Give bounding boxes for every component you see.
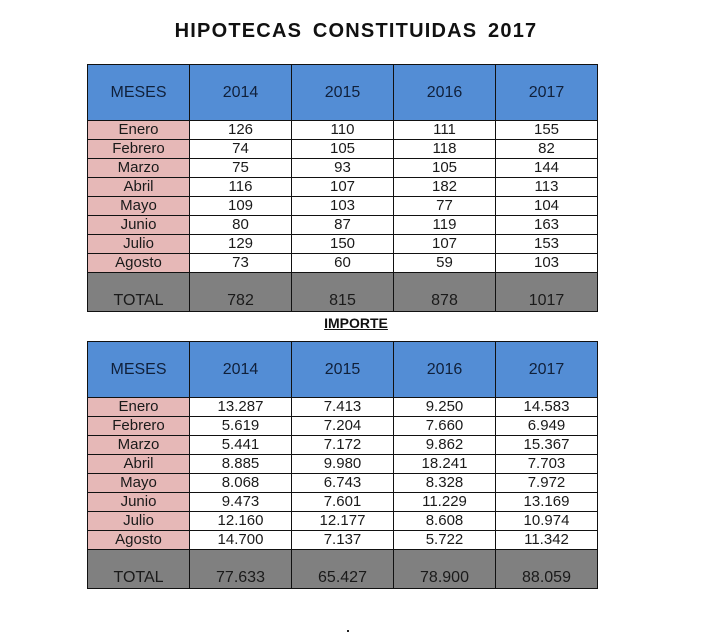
value-cell: 7.204	[292, 417, 394, 436]
month-cell: Mayo	[88, 197, 190, 216]
value-cell: 155	[496, 121, 598, 140]
value-cell: 116	[190, 178, 292, 197]
table-row	[88, 216, 598, 235]
value-cell: 113	[496, 178, 598, 197]
header-cell-meses: MESES	[88, 342, 190, 398]
value-cell: 14.583	[496, 398, 598, 417]
value-cell: 82	[496, 140, 598, 159]
month-cell: Enero	[88, 398, 190, 417]
header-cell-2014: 2014	[190, 65, 292, 121]
total-row	[88, 550, 598, 589]
header-cell-2017: 2017	[496, 342, 598, 398]
month-cell: Abril	[88, 455, 190, 474]
value-cell: 5.441	[190, 436, 292, 455]
header-row	[88, 342, 598, 398]
table-row	[88, 254, 598, 273]
mortgages-amount-table	[87, 341, 598, 589]
section-subtitle-importe: IMPORTE	[324, 315, 388, 331]
value-cell: 73	[190, 254, 292, 273]
header-cell-2014: 2014	[190, 342, 292, 398]
total-value: 78.900	[394, 550, 496, 589]
header-cell-meses: MESES	[88, 65, 190, 121]
table-row	[88, 197, 598, 216]
table-row	[88, 493, 598, 512]
month-cell: Junio	[88, 493, 190, 512]
value-cell: 87	[292, 216, 394, 235]
value-cell: 7.137	[292, 531, 394, 550]
value-cell: 11.342	[496, 531, 598, 550]
table-row	[88, 436, 598, 455]
value-cell: 118	[394, 140, 496, 159]
total-value: 88.059	[496, 550, 598, 589]
value-cell: 80	[190, 216, 292, 235]
value-cell: 6.949	[496, 417, 598, 436]
value-cell: 9.980	[292, 455, 394, 474]
value-cell: 77	[394, 197, 496, 216]
month-cell: Junio	[88, 216, 190, 235]
header-cell-2017: 2017	[496, 65, 598, 121]
value-cell: 75	[190, 159, 292, 178]
month-cell: Marzo	[88, 436, 190, 455]
total-label: TOTAL	[88, 550, 190, 589]
value-cell: 7.172	[292, 436, 394, 455]
value-cell: 119	[394, 216, 496, 235]
value-cell: 153	[496, 235, 598, 254]
value-cell: 109	[190, 197, 292, 216]
mortgages-count-table	[87, 64, 598, 312]
value-cell: 15.367	[496, 436, 598, 455]
value-cell: 93	[292, 159, 394, 178]
value-cell: 103	[496, 254, 598, 273]
month-cell: Julio	[88, 512, 190, 531]
table-row	[88, 121, 598, 140]
value-cell: 105	[292, 140, 394, 159]
table-row	[88, 474, 598, 493]
value-cell: 144	[496, 159, 598, 178]
value-cell: 111	[394, 121, 496, 140]
month-cell: Agosto	[88, 531, 190, 550]
total-value: 815	[292, 273, 394, 312]
value-cell: 8.068	[190, 474, 292, 493]
value-cell: 13.169	[496, 493, 598, 512]
month-cell: Enero	[88, 121, 190, 140]
value-cell: 9.473	[190, 493, 292, 512]
value-cell: 104	[496, 197, 598, 216]
total-value: 65.427	[292, 550, 394, 589]
header-cell-2016: 2016	[394, 342, 496, 398]
header-row	[88, 65, 598, 121]
total-label: TOTAL	[88, 273, 190, 312]
value-cell: 7.660	[394, 417, 496, 436]
table-row	[88, 159, 598, 178]
table-row	[88, 398, 598, 417]
value-cell: 107	[394, 235, 496, 254]
value-cell: 107	[292, 178, 394, 197]
stray-dot	[347, 630, 349, 632]
table-row	[88, 531, 598, 550]
value-cell: 74	[190, 140, 292, 159]
value-cell: 12.177	[292, 512, 394, 531]
value-cell: 8.885	[190, 455, 292, 474]
page-title: HIPOTECAS CONSTITUIDAS 2017	[174, 20, 538, 42]
value-cell: 103	[292, 197, 394, 216]
value-cell: 8.328	[394, 474, 496, 493]
total-value: 77.633	[190, 550, 292, 589]
value-cell: 6.743	[292, 474, 394, 493]
value-cell: 14.700	[190, 531, 292, 550]
table-row	[88, 140, 598, 159]
value-cell: 13.287	[190, 398, 292, 417]
value-cell: 11.229	[394, 493, 496, 512]
month-cell: Febrero	[88, 140, 190, 159]
value-cell: 110	[292, 121, 394, 140]
header-cell-2016: 2016	[394, 65, 496, 121]
header-cell-2015: 2015	[292, 65, 394, 121]
value-cell: 5.722	[394, 531, 496, 550]
value-cell: 9.862	[394, 436, 496, 455]
value-cell: 7.601	[292, 493, 394, 512]
month-cell: Marzo	[88, 159, 190, 178]
value-cell: 7.413	[292, 398, 394, 417]
total-value: 1017	[496, 273, 598, 312]
value-cell: 5.619	[190, 417, 292, 436]
value-cell: 163	[496, 216, 598, 235]
header-cell-2015: 2015	[292, 342, 394, 398]
value-cell: 182	[394, 178, 496, 197]
value-cell: 59	[394, 254, 496, 273]
table-row	[88, 455, 598, 474]
month-cell: Mayo	[88, 474, 190, 493]
total-row	[88, 273, 598, 312]
value-cell: 8.608	[394, 512, 496, 531]
table-row	[88, 178, 598, 197]
value-cell: 7.703	[496, 455, 598, 474]
table-row	[88, 417, 598, 436]
total-value: 878	[394, 273, 496, 312]
table-row	[88, 512, 598, 531]
month-cell: Julio	[88, 235, 190, 254]
value-cell: 7.972	[496, 474, 598, 493]
total-value: 782	[190, 273, 292, 312]
value-cell: 12.160	[190, 512, 292, 531]
value-cell: 126	[190, 121, 292, 140]
table-row	[88, 235, 598, 254]
value-cell: 129	[190, 235, 292, 254]
value-cell: 60	[292, 254, 394, 273]
month-cell: Febrero	[88, 417, 190, 436]
value-cell: 105	[394, 159, 496, 178]
value-cell: 150	[292, 235, 394, 254]
value-cell: 9.250	[394, 398, 496, 417]
value-cell: 18.241	[394, 455, 496, 474]
value-cell: 10.974	[496, 512, 598, 531]
month-cell: Abril	[88, 178, 190, 197]
month-cell: Agosto	[88, 254, 190, 273]
